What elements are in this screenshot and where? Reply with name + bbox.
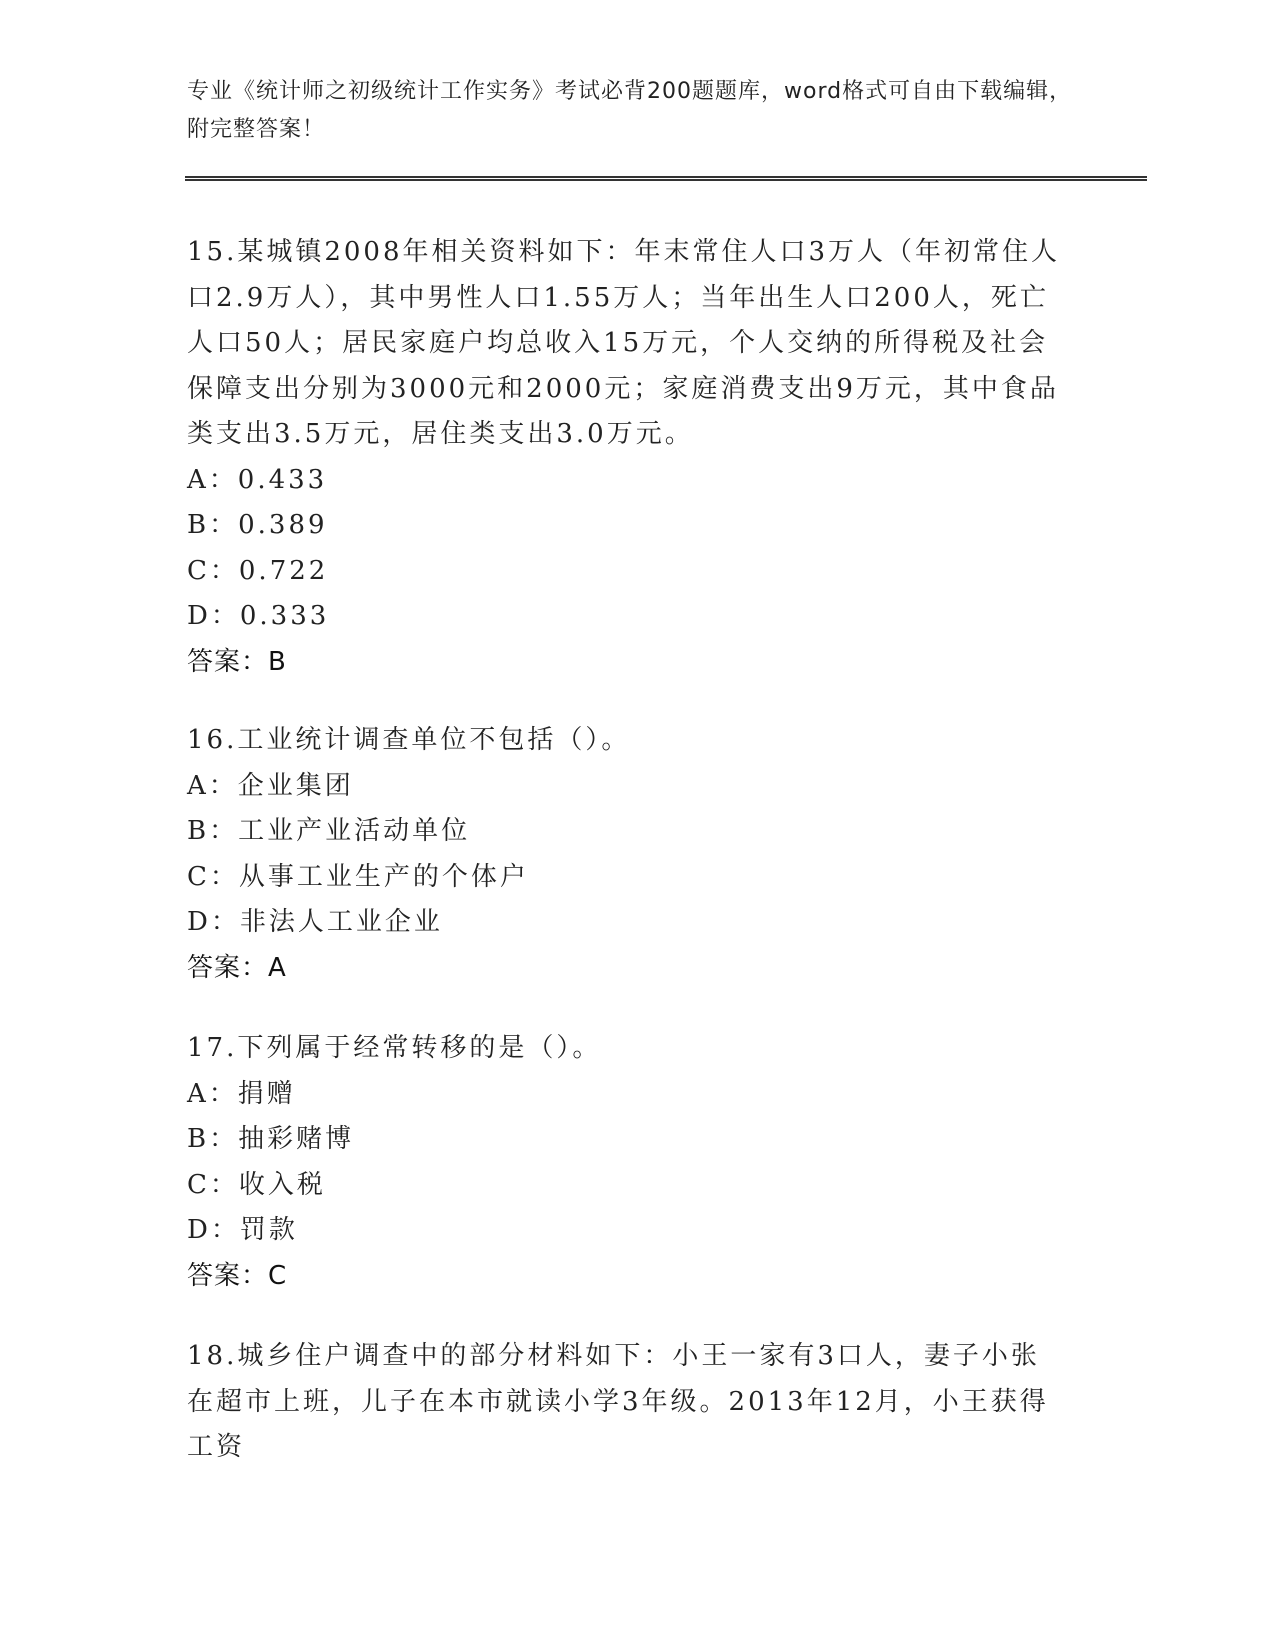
option-c: C：收入税 — [187, 1169, 326, 1200]
answer-line: 答案：C — [187, 1260, 288, 1291]
question-stem: 18.城乡住户调查中的部分材料如下：小王一家有3口人，妻子小张在超市上班，儿子在本市就读小学3年级。2013年12月，小王获得工资 — [187, 1341, 1049, 1462]
question-17 — [187, 1026, 1067, 1299]
option-b: B：0.389 — [187, 510, 328, 540]
option-b: B：工业产业活动单位 — [187, 816, 471, 846]
question-stem: 15.某城镇2008年相关资料如下：年末常住人口3万人（年初常住人口2.9万人），其中男性人口1.55万人；当年出生人口200人，死亡人口50人；居民家庭户均总收入15万元，个人交纳的所得税及社会保障支出分别为3000元和2000元；家庭消费支出9万元，其中食品类支出3.5万元，居住类支出3.0万元。 — [187, 237, 1061, 449]
option-d: D：罚款 — [187, 1215, 298, 1245]
question-18 — [187, 1334, 1067, 1471]
question-15 — [187, 230, 1067, 685]
answer-line: 答案：A — [187, 952, 287, 983]
option-c: C：从事工业生产的个体户 — [187, 861, 529, 892]
question-list — [187, 230, 1067, 1505]
option-c: C：0.722 — [187, 555, 329, 586]
document-header — [187, 73, 1087, 149]
option-d: D：非法人工业企业 — [187, 907, 443, 937]
option-a: A：捐赠 — [187, 1078, 296, 1109]
option-a: A：企业集团 — [187, 770, 354, 801]
header-title: 专业《统计师之初级统计工作实务》考试必背200题题库，word格式可自由下载编辑，附完整答案！ — [187, 79, 1073, 142]
question-stem: 16.工业统计调查单位不包括（）。 — [187, 725, 631, 755]
option-a: A：0.433 — [187, 464, 328, 495]
answer-line: 答案：B — [187, 646, 287, 677]
question-stem: 17.下列属于经常转移的是（）。 — [187, 1033, 602, 1063]
option-b: B：抽彩赌博 — [187, 1124, 355, 1154]
question-16 — [187, 718, 1067, 991]
option-d: D：0.333 — [187, 601, 330, 631]
header-divider — [185, 176, 1147, 181]
